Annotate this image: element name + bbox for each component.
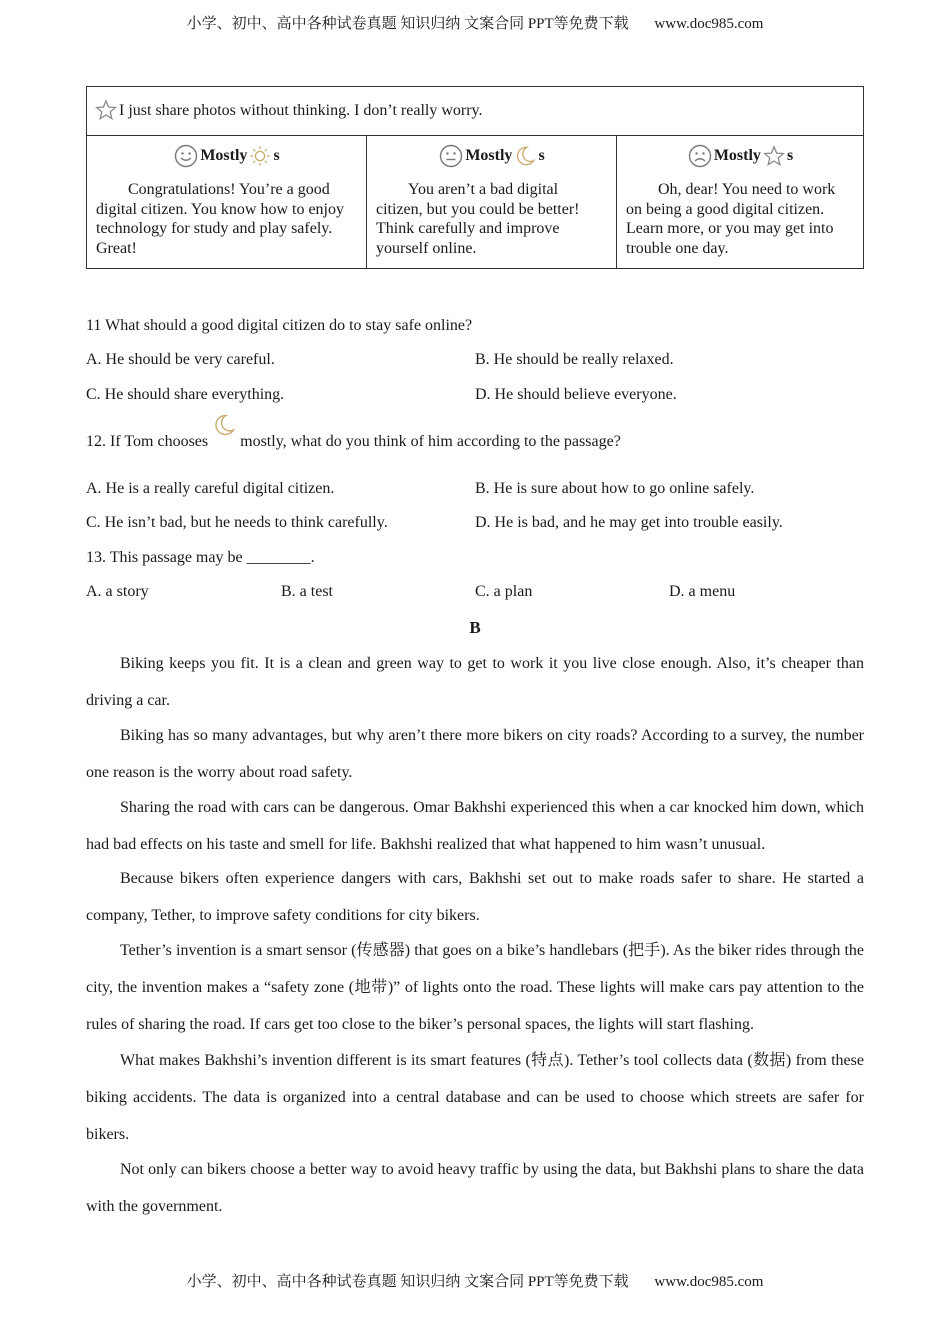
result-column-sun <box>87 136 367 269</box>
q13-option-a[interactable]: A. a story <box>86 583 149 600</box>
result-table <box>86 86 864 269</box>
star-icon <box>763 145 785 167</box>
header-site-link[interactable]: www.doc985.com <box>654 16 764 32</box>
q11-option-a[interactable]: A. He should be very careful. <box>86 351 275 368</box>
q13-option-c[interactable]: C. a plan <box>475 583 533 600</box>
result-text: Oh, dear! You need to work on being a good digital citizen. Learn more, or you may get into trouble one day. <box>626 181 836 257</box>
question-11: 11 What should a good digital citizen do to stay safe online? <box>86 317 473 334</box>
result-heading: Mostly s <box>376 144 608 168</box>
neutral-face-icon <box>439 144 463 168</box>
paragraph: Biking has so many advantages, but why aren’t there more bikers on city roads? According to a survey, the number one reason is the worry about road safety. <box>86 727 864 781</box>
table-top-text: I just share photos without thinking. I don’t really worry. <box>119 101 483 119</box>
footer-site-link[interactable]: www.doc985.com <box>654 1274 764 1290</box>
sun-icon <box>249 145 271 167</box>
q12-option-b[interactable]: B. He is sure about how to go online safely. <box>475 480 755 497</box>
footer-text: 小学、初中、高中各种试卷真题 知识归纳 文案合同 PPT等免费下载 <box>186 1274 629 1290</box>
paragraph: Tether’s invention is a smart sensor (传感器) that goes on a bike’s handlebars (把手). As the biker rides through the city, the invention makes a “safety zone (地带)” of lights onto the road. These lights will make cars pay attention to the rules of sharing the road. If cars get too close to the biker’s personal spaces, the lights will start flashing. <box>86 942 864 1033</box>
q11-option-d[interactable]: D. He should believe everyone. <box>475 386 677 403</box>
section-b-title: B <box>469 618 481 637</box>
header-text: 小学、初中、高中各种试卷真题 知识归纳 文案合同 PPT等免费下载 <box>186 16 629 32</box>
result-column-star <box>617 136 864 269</box>
q11-option-c[interactable]: C. He should share everything. <box>86 386 285 403</box>
paragraph: What makes Bakhshi’s invention different is its smart features (特点). Tether’s tool collects data (数据) from these biking accidents. The data is organized into a central database and can be used to choose which streets are safer for bikers. <box>86 1052 864 1143</box>
page-footer <box>0 1270 950 1291</box>
question-13: 13. This passage may be ________. <box>86 549 315 566</box>
sad-face-icon <box>688 144 712 168</box>
page-header <box>0 12 950 33</box>
result-heading: Mostly s <box>96 144 358 168</box>
result-text: You aren’t a bad digital citizen, but you could be better! Think carefully and improve yourself online. <box>376 181 580 257</box>
paragraph: Sharing the road with cars can be dangerous. Omar Bakhshi experienced this when a car knocked him down, which had bad effects on his taste and smell for life. Bakhshi realized that what happened to him wasn’t unusual. <box>86 799 864 853</box>
star-icon <box>95 99 117 121</box>
paragraph: Not only can bikers choose a better way to avoid heavy traffic by using the data, but Bakhshi plans to share the data with the government. <box>86 1161 864 1215</box>
q11-option-b[interactable]: B. He should be really relaxed. <box>475 351 674 368</box>
result-heading: Mostly s <box>626 144 855 168</box>
q12-option-c[interactable]: C. He isn’t bad, but he needs to think carefully. <box>86 514 388 531</box>
q12-option-d[interactable]: D. He is bad, and he may get into trouble easily. <box>475 514 783 531</box>
paragraph: Because bikers often experience dangers with cars, Bakhshi set out to make roads safer to share. He started a company, Tether, to improve safety conditions for city bikers. <box>86 870 864 924</box>
moon-icon <box>514 145 536 167</box>
smile-face-icon <box>174 144 198 168</box>
q12-option-a[interactable]: A. He is a really careful digital citizen. <box>86 480 335 497</box>
result-column-moon <box>367 136 617 269</box>
question-12: 12. If Tom chooses mostly, what do you think of him according to the passage? <box>86 433 621 451</box>
q13-option-b[interactable]: B. a test <box>281 583 333 600</box>
result-text: Congratulations! You’re a good digital citizen. You know how to enjoy technology for study and play safely. Great! <box>96 181 344 257</box>
table-top-row <box>87 87 864 136</box>
paragraph: Biking keeps you fit. It is a clean and green way to get to work it you live close enough. Also, it’s cheaper than driving a car. <box>86 655 864 709</box>
q13-option-d[interactable]: D. a menu <box>669 583 736 600</box>
moon-icon <box>212 413 236 437</box>
